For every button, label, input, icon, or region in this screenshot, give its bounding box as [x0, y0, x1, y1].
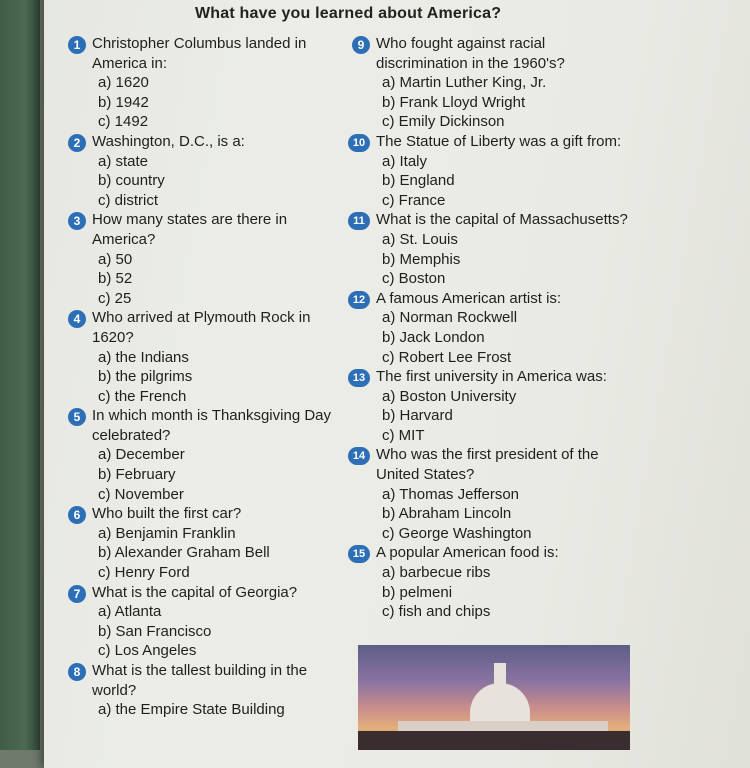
answer-option: c) November	[98, 485, 184, 503]
answer-option: a) Italy	[382, 152, 428, 170]
answer-option: c) 1492	[98, 113, 149, 131]
question-text: What is the capital of Georgia?	[92, 583, 298, 601]
question-number-badge: 13	[348, 369, 370, 387]
answer-option: b) Jack London	[382, 328, 485, 346]
capitol-dome	[470, 683, 530, 725]
answer-option: a) Atlanta	[98, 603, 162, 621]
answer-option: b) Harvard	[382, 407, 453, 425]
question-number-badge: 15	[348, 545, 370, 563]
answer-option: c) France	[382, 191, 446, 209]
question-number-badge: 8	[68, 663, 86, 681]
answer-options	[376, 387, 632, 446]
answer-option: b) February	[98, 466, 176, 484]
question-text: Who fought against racial discrimination in the 1960's?	[376, 35, 565, 72]
question-number-badge: 10	[348, 134, 370, 152]
answer-option: b) country	[98, 172, 165, 190]
answer-option: b) England	[382, 172, 455, 190]
quiz-question	[68, 661, 348, 720]
quiz-question	[68, 308, 348, 406]
answer-options	[92, 700, 348, 720]
answer-option: c) Henry Ford	[98, 564, 190, 582]
book-cover-edge	[0, 0, 40, 750]
quiz-question	[352, 445, 632, 543]
answer-options	[376, 152, 632, 211]
question-text: Who arrived at Plymouth Rock in 1620?	[92, 309, 311, 346]
answer-option: a) Martin Luther King, Jr.	[382, 74, 547, 92]
question-number-badge: 2	[68, 134, 86, 152]
answer-options	[376, 563, 632, 622]
answer-option: b) pelmeni	[382, 583, 453, 601]
answer-option: c) Los Angeles	[98, 642, 197, 660]
question-text: Washington, D.C., is a:	[92, 132, 245, 150]
answer-options	[376, 485, 632, 544]
answer-options	[92, 524, 348, 583]
question-number-badge: 12	[348, 291, 370, 309]
capitol-photo	[358, 645, 630, 750]
answer-option: a) Norman Rockwell	[382, 309, 518, 327]
quiz-question	[68, 34, 348, 132]
question-text: A popular American food is:	[376, 544, 559, 562]
answer-option: b) the pilgrims	[98, 368, 193, 386]
question-text: A famous American artist is:	[376, 289, 562, 307]
quiz-question	[352, 132, 632, 210]
answer-option: c) fish and chips	[382, 603, 491, 621]
answer-option: c) Robert Lee Frost	[382, 348, 512, 366]
answer-option: a) the Empire State Building	[98, 701, 285, 719]
answer-option: a) Benjamin Franklin	[98, 524, 236, 542]
answer-option: c) George Washington	[382, 524, 532, 542]
answer-option: a) 1620	[98, 74, 149, 92]
question-text: Who was the first president of the United States?	[376, 446, 599, 484]
answer-option: b) Memphis	[382, 250, 461, 268]
question-number-badge: 5	[68, 408, 86, 426]
quiz-question	[352, 289, 632, 367]
quiz-question	[352, 543, 632, 621]
answer-option: b) Frank Lloyd Wright	[382, 93, 526, 111]
quiz-question	[68, 210, 348, 308]
question-text: In which month is Thanksgiving Day celebrated?	[92, 407, 332, 444]
question-number-badge: 14	[348, 447, 370, 465]
answer-option: c) 25	[98, 289, 132, 307]
answer-option: b) Alexander Graham Bell	[98, 544, 270, 562]
question-number-badge: 4	[68, 310, 86, 328]
answer-option: c) Boston	[382, 270, 446, 288]
question-text: What is the capital of Massachusetts?	[376, 211, 628, 229]
quiz-question	[68, 132, 348, 210]
answer-option: c) MIT	[382, 426, 425, 444]
answer-option: a) Thomas Jefferson	[382, 485, 520, 503]
answer-options	[376, 73, 632, 132]
answer-options	[92, 250, 348, 309]
answer-option: b) 1942	[98, 93, 149, 111]
question-text: Who built the first car?	[92, 505, 242, 523]
quiz-question	[352, 367, 632, 445]
quiz-question	[352, 34, 632, 132]
answer-option: c) the French	[98, 387, 187, 405]
answer-option: a) December	[98, 446, 185, 464]
tree-line	[358, 731, 630, 750]
answer-option: a) Boston University	[382, 387, 517, 405]
question-text: The Statue of Liberty was a gift from:	[376, 132, 622, 150]
question-text: How many states are there in America?	[92, 211, 288, 248]
quiz-question	[352, 210, 632, 288]
question-number-badge: 7	[68, 585, 86, 603]
answer-option: b) Abraham Lincoln	[382, 505, 512, 523]
answer-options	[376, 230, 632, 289]
question-text: Christopher Columbus landed in America in:	[92, 35, 307, 72]
question-text: The first university in America was:	[376, 368, 607, 386]
answer-option: a) St. Louis	[382, 230, 458, 248]
answer-options	[376, 308, 632, 367]
quiz-question	[68, 583, 348, 661]
right-question-column	[352, 34, 632, 622]
answer-option: a) the Indians	[98, 348, 189, 366]
answer-options	[92, 73, 348, 132]
question-number-badge: 9	[352, 36, 370, 54]
answer-option: b) 52	[98, 270, 133, 288]
answer-option: a) barbecue ribs	[382, 564, 491, 582]
left-question-column	[68, 34, 348, 720]
question-text: What is the tallest building in the world?	[92, 662, 308, 699]
question-number-badge: 1	[68, 36, 86, 54]
answer-option: a) 50	[98, 250, 133, 268]
quiz-question	[68, 504, 348, 582]
answer-option: c) Emily Dickinson	[382, 113, 505, 131]
quiz-question	[68, 406, 348, 504]
answer-options	[92, 152, 348, 211]
question-number-badge: 3	[68, 212, 86, 230]
page-heading: What have you learned about America?	[195, 5, 502, 22]
answer-option: b) San Francisco	[98, 622, 212, 640]
question-number-badge: 6	[68, 506, 86, 524]
answer-options	[92, 348, 348, 407]
answer-options	[92, 602, 348, 661]
answer-option: a) state	[98, 152, 149, 170]
question-number-badge: 11	[348, 212, 370, 230]
answer-option: c) district	[98, 191, 158, 209]
answer-options	[92, 445, 348, 504]
